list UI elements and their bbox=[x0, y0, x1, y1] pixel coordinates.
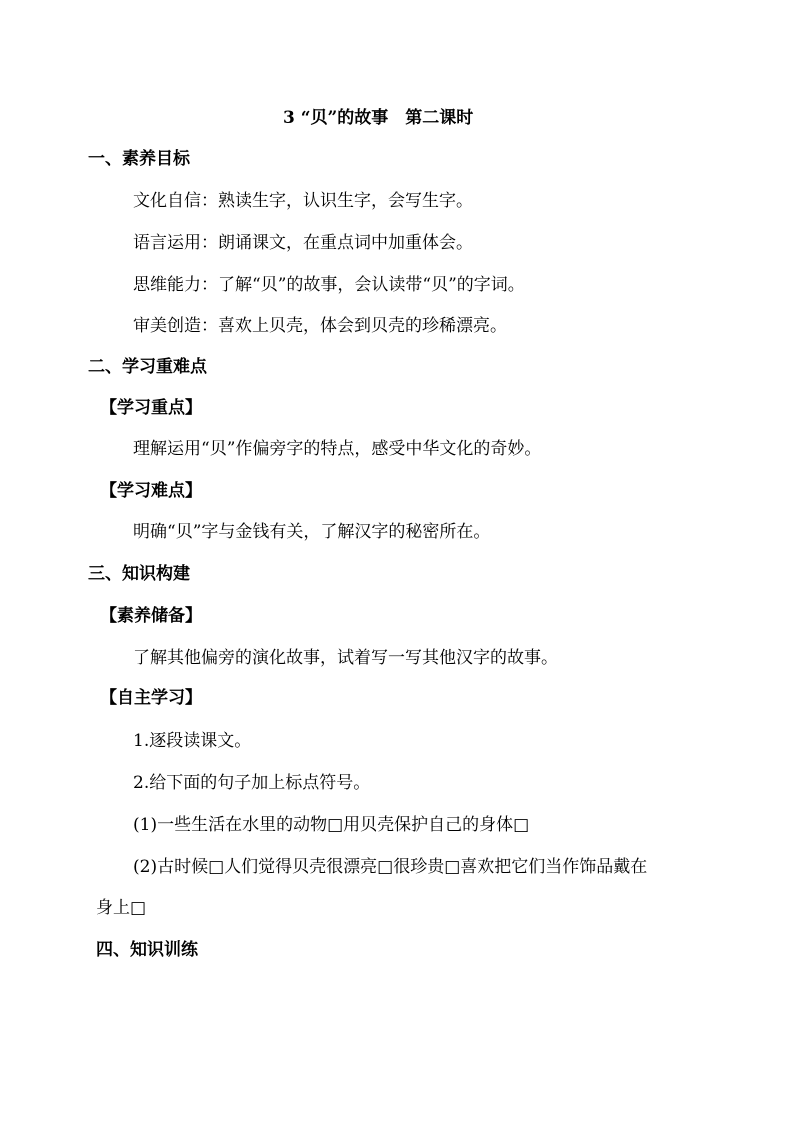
self-study-item: 1.逐段读课文。 bbox=[133, 731, 252, 751]
section-heading-goals: 一、素养目标 bbox=[88, 149, 190, 169]
self-study-item-continuation: 身上□ bbox=[96, 898, 147, 918]
subheading-reserve: 【素养储备】 bbox=[100, 606, 202, 626]
goal-item: 审美创造：喜欢上贝壳，体会到贝壳的珍稀漂亮。 bbox=[133, 316, 507, 336]
key-point-text: 理解运用“贝”作偏旁字的特点，感受中华文化的奇妙。 bbox=[133, 439, 542, 459]
goal-item: 文化自信：熟读生字，认识生字，会写生字。 bbox=[133, 191, 473, 211]
subheading-key-point: 【学习重点】 bbox=[100, 398, 202, 418]
goal-item: 语言运用：朗诵课文，在重点词中加重体会。 bbox=[133, 233, 473, 253]
page-title: 3 “贝”的故事 第二课时 bbox=[283, 108, 474, 128]
reserve-text: 了解其他偏旁的演化故事，试着写一写其他汉字的故事。 bbox=[133, 648, 558, 668]
section-heading-key-points: 二、学习重难点 bbox=[88, 357, 207, 377]
difficult-point-text: 明确“贝”字与金钱有关，了解汉字的秘密所在。 bbox=[133, 522, 491, 542]
self-study-item: 2.给下面的句子加上标点符号。 bbox=[133, 773, 371, 793]
subheading-self-study: 【自主学习】 bbox=[100, 688, 202, 708]
section-heading-training: 四、知识训练 bbox=[96, 940, 198, 960]
self-study-item: (2)古时候□人们觉得贝壳很漂亮□很珍贵□喜欢把它们当作饰品戴在 bbox=[133, 857, 648, 877]
self-study-item: (1)一些生活在水里的动物□用贝壳保护自己的身体□ bbox=[133, 815, 530, 835]
section-heading-knowledge: 三、知识构建 bbox=[88, 564, 190, 584]
goal-item: 思维能力：了解“贝”的故事，会认读带“贝”的字词。 bbox=[133, 275, 525, 295]
subheading-difficult-point: 【学习难点】 bbox=[100, 481, 202, 501]
